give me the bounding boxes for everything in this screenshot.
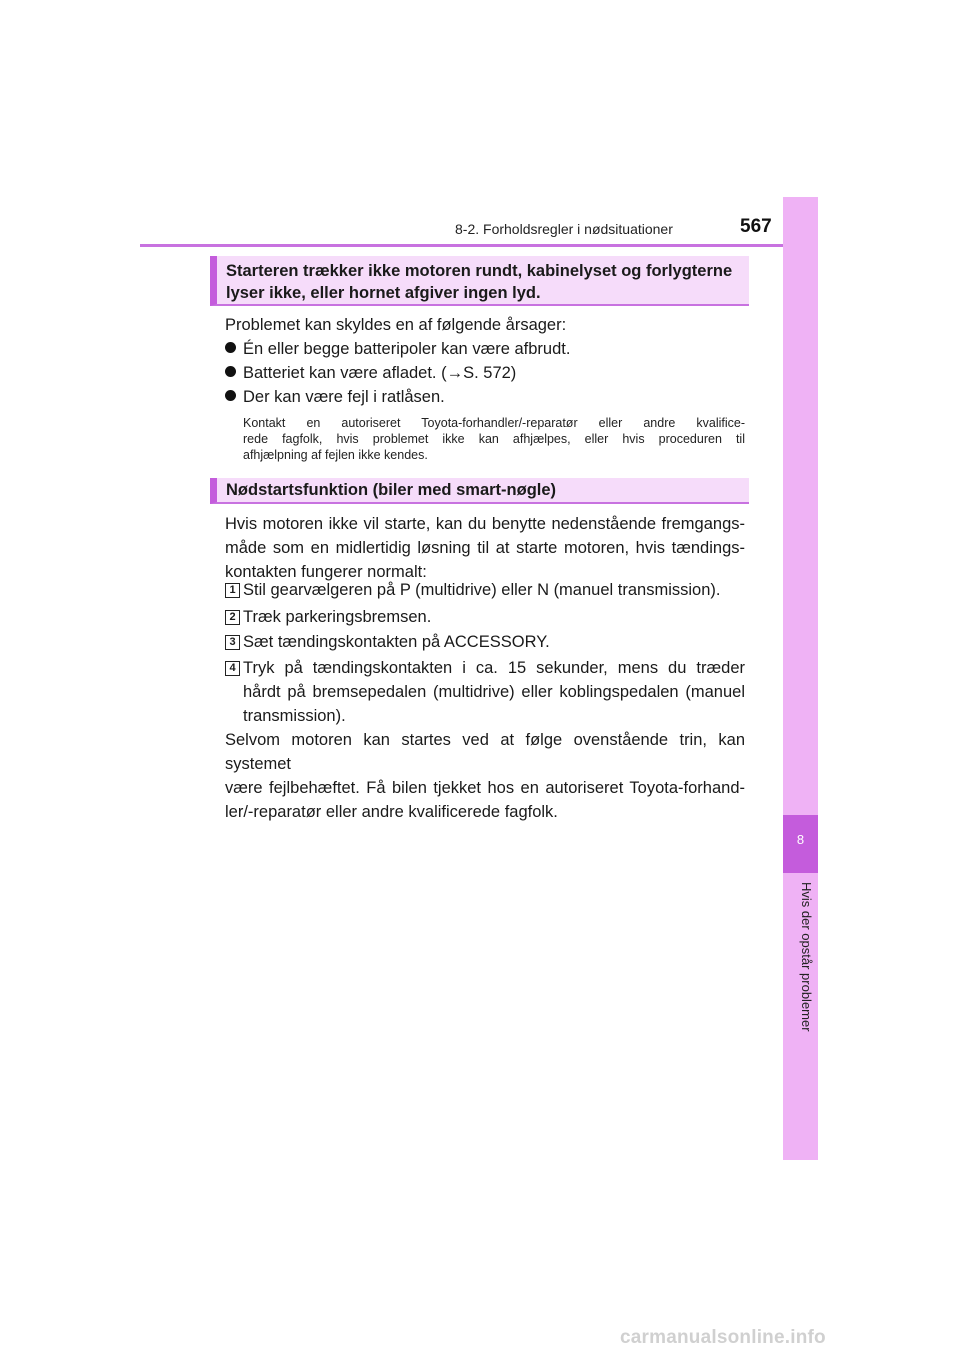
- section-heading-starter: [210, 256, 749, 306]
- watermark: carmanualsonline.info: [620, 1327, 826, 1348]
- list-item: [225, 385, 445, 409]
- bullet-icon: [225, 390, 236, 401]
- list-item-text: Der kan være fejl i ratlåsen.: [243, 388, 445, 406]
- step-number-3: 3: [225, 635, 240, 650]
- list-item: [225, 337, 570, 361]
- step-text-1: Stil gearvælgeren på P (multidrive) eller N (manuel transmission).: [243, 581, 721, 599]
- step-number-4: 4: [225, 661, 240, 676]
- step-line: hårdt på bremsepedalen (multidrive) eller koblingspedalen (manuel: [243, 683, 745, 701]
- step-text-3: Sæt tændingskontakten på ACCESSORY.: [243, 633, 550, 651]
- heading-line: Starteren trækker ikke motoren rundt, kabinelyset og forlygterne: [226, 262, 733, 280]
- step-line: Tryk på tændingskontakten i ca. 15 sekunder, mens du træder: [243, 659, 745, 677]
- paragraph-line: Selvom motoren kan startes ved at følge ovenstående trin, kan systemet: [225, 731, 745, 773]
- note-line: rede fagfolk, hvis problemet ikke kan afhjælpes, eller hvis proceduren til: [243, 432, 745, 446]
- header-divider: [140, 244, 818, 247]
- emergency-intro: [225, 512, 745, 584]
- section-title: 8-2. Forholdsregler i nødsituationer: [455, 221, 673, 237]
- step-number-2: 2: [225, 610, 240, 625]
- list-item-text: Batteriet kan være afladet. (→S. 572): [243, 364, 517, 382]
- page-number: 567: [740, 216, 772, 237]
- contact-note: [243, 415, 745, 463]
- list-item: [225, 361, 516, 385]
- paragraph-line: måde som en midlertidig løsning til at starte motoren, hvis tændings-: [225, 539, 745, 557]
- heading-line: lyser ikke, eller hornet afgiver ingen lyd.: [226, 284, 541, 302]
- step-text-4: [243, 656, 745, 728]
- step-line: transmission).: [243, 707, 346, 725]
- step-number-1: 1: [225, 583, 240, 598]
- paragraph-line: ler/-reparatør eller andre kvalificerede fagfolk.: [225, 803, 558, 821]
- chapter-title: Hvis der opstår problemer: [799, 882, 814, 1032]
- chapter-number: 8: [796, 832, 805, 847]
- note-line: Kontakt en autoriseret Toyota-forhandler/-reparatør eller andre kvalifice-: [243, 416, 745, 430]
- list-item-text: Én eller begge batteripoler kan være afbrudt.: [243, 340, 571, 358]
- paragraph-line: kontakten fungerer normalt:: [225, 563, 427, 581]
- paragraph-line: være fejlbehæftet. Få bilen tjekket hos en autoriseret Toyota-forhand-: [225, 779, 745, 797]
- note-line: afhjælpning af fejlen ikke kendes.: [243, 448, 428, 462]
- paragraph-line: Hvis motoren ikke vil starte, kan du benytte nedenstående fremgangs-: [225, 515, 745, 533]
- step-text-2: Træk parkeringsbremsen.: [243, 608, 432, 626]
- causes-intro: Problemet kan skyldes en af følgende årsager:: [225, 316, 567, 334]
- emergency-outro: [225, 728, 745, 824]
- section-heading-emergency-start: Nødstartsfunktion (biler med smart-nøgle): [210, 478, 749, 504]
- bullet-icon: [225, 342, 236, 353]
- bullet-icon: [225, 366, 236, 377]
